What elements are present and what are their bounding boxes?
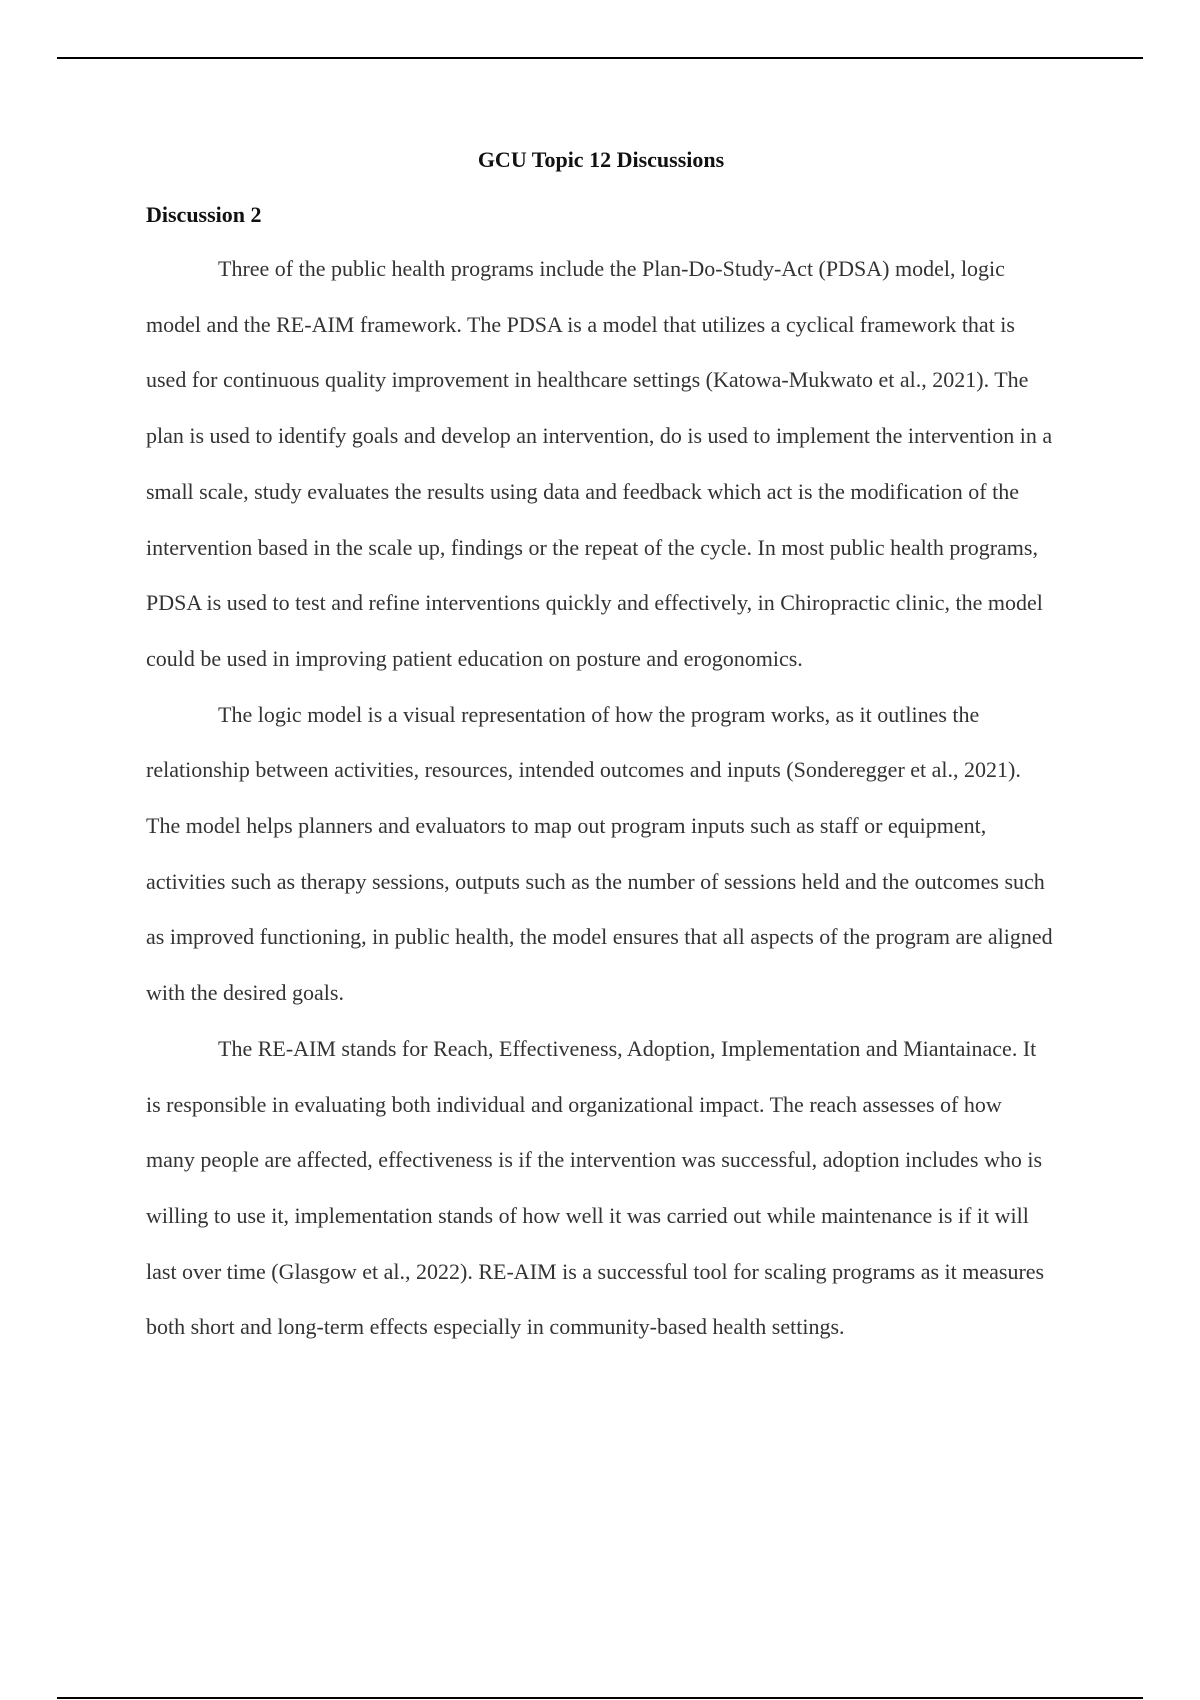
paragraph-logic-model: The logic model is a visual representation of how the program works, as it outlines the relationship between activities, resources, intended outcomes and inputs (Sonderegger et al., 2021). The model helps planners and evaluators to map out program inputs such as staff or equipment, activities such as therapy sessions, outputs such as the number of sessions held and the outcomes such as improved functioning, in public health, the model ensures that all aspects of the program are aligned with the desired goals. <box>146 701 1053 1006</box>
document-title: GCU Topic 12 Discussions <box>477 147 725 172</box>
bottom-rule <box>57 1697 1143 1699</box>
paragraph-pdsa: Three of the public health programs include the Plan-Do-Study-Act (PDSA) model, logic model and the RE-AIM framework. The PDSA is a model that utilizes a cyclical framework that is used for continuous quality improvement in healthcare settings (Katowa-Mukwato et al., 2021). The plan is used to identify goals and develop an intervention, do is used to implement the intervention in a small scale, study evaluates the results using data and feedback which act is the modification of the intervention based in the scale up, findings or the repeat of the cycle. In most public health programs, PDSA is used to test and refine interventions quickly and effectively, in Chiropractic clinic, the model could be used in improving patient education on posture and erogonomics. <box>146 256 1053 671</box>
paragraph-re-aim: The RE-AIM stands for Reach, Effectiveness, Adoption, Implementation and Miantainace. It is responsible in evaluating both individual and organizational impact. The reach assesses of how many people are affected, effectiveness is if the intervention was successful, adoption includes who is willing to use it, implementation stands of how well it was carried out while maintenance is if it will last over time (Glasgow et al., 2022). RE-AIM is a successful tool for scaling programs as it measures both short and long-term effects especially in community-based health settings. <box>146 1035 1045 1340</box>
top-rule <box>57 57 1143 59</box>
document-body <box>146 140 1056 1355</box>
section-heading: Discussion 2 <box>146 202 262 227</box>
